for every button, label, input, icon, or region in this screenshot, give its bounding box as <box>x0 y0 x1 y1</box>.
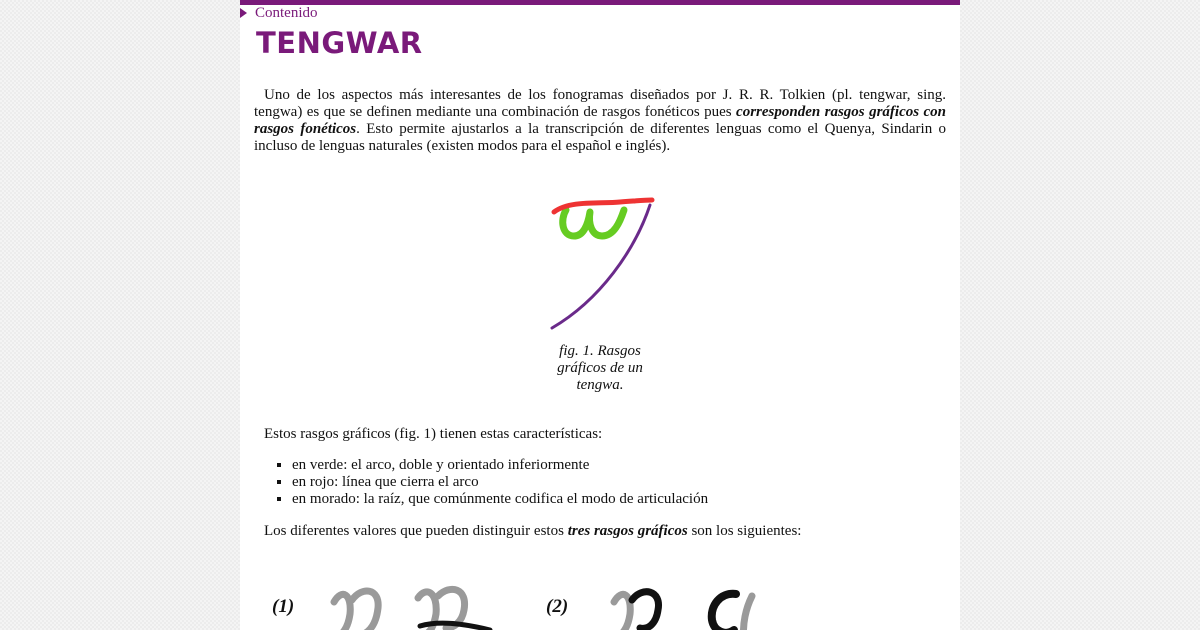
triangle-right-icon <box>240 8 247 18</box>
tengwa-glyph-mixed-2 <box>702 584 772 630</box>
glyph-label-2: (2) <box>546 596 569 617</box>
values-text-2: son los siguientes: <box>687 523 802 539</box>
arc-stroke <box>563 210 624 236</box>
intro-text-2: . Esto permite ajustarlos a la transcripción de diferentes lenguas como el Quenya, Sindarin o incluso de lenguas naturales (existen modos para el español e inglés). <box>254 121 946 154</box>
tengwa-glyph-gray-2 <box>410 584 500 630</box>
glyph-label-1: (1) <box>272 596 295 617</box>
features-list <box>276 457 708 508</box>
intro-text-1: Uno de los aspectos más interesantes de los fonogramas diseñados por J. R. R. Tolkien (pl. tengwar, sing. tengwa) es que se definen mediante una combinación de rasgos fonéticos pues <box>254 87 946 120</box>
values-paragraph <box>264 523 956 540</box>
page-title: TENGWAR <box>256 26 423 60</box>
contents-link[interactable] <box>240 4 318 22</box>
values-emphasis: tres rasgos gráficos <box>567 523 688 539</box>
tengwa-glyph-mixed-1 <box>608 584 678 630</box>
list-item: ▪ en morado: la raíz, que comúnmente codifica el modo de articulación <box>292 491 708 508</box>
figure-caption: fig. 1. Rasgos gráficos de un tengwa. <box>557 343 643 393</box>
intro-paragraph <box>254 87 946 155</box>
intro-emphasis: corresponden rasgos gráficos con rasgos fonéticos <box>254 104 946 137</box>
top-bar <box>240 0 960 5</box>
list-item: ▪ en verde: el arco, doble y orientado inferiormente <box>292 457 708 474</box>
tengwa-glyph-gray-1 <box>328 584 398 630</box>
page <box>240 0 960 630</box>
list-item: ▪ en rojo: línea que cierra el arco <box>292 474 708 491</box>
stem-stroke <box>552 205 650 328</box>
values-text-1: Los diferentes valores que pueden distinguir estos <box>264 523 568 539</box>
features-intro: Estos rasgos gráficos (fig. 1) tienen estas características: <box>264 426 603 442</box>
glyph-row <box>240 578 960 630</box>
contents-label[interactable]: Contenido <box>255 4 318 21</box>
tengwa-figure <box>540 190 670 338</box>
